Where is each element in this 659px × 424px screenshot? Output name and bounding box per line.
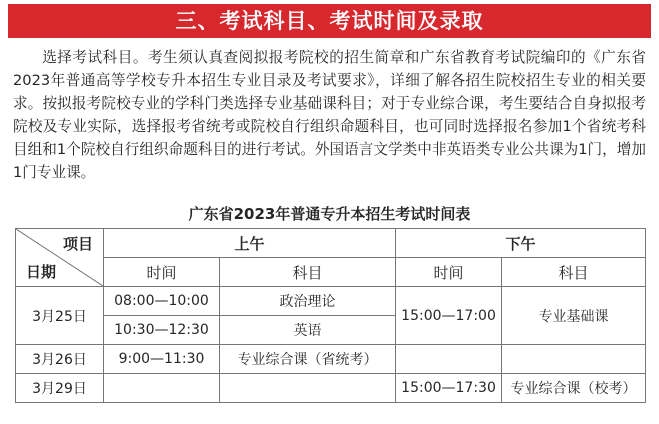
morning-time-header: 时间	[104, 258, 220, 287]
table-row	[16, 374, 646, 403]
subject-cell	[502, 345, 646, 374]
exam-schedule-table	[15, 228, 646, 403]
time-cell: 9:00—11:30	[104, 345, 220, 374]
date-cell: 3月25日	[16, 287, 104, 345]
date-cell: 3月26日	[16, 345, 104, 374]
subject-cell: 英语	[220, 316, 396, 345]
subject-cell: 政治理论	[220, 287, 396, 316]
afternoon-subject-header: 科目	[502, 258, 646, 287]
time-cell	[104, 374, 220, 403]
time-cell	[396, 345, 502, 374]
morning-subject-header: 科目	[220, 258, 396, 287]
table-header-row	[16, 229, 646, 258]
table-title: 广东省2023年普通专升本招生考试时间表	[188, 205, 471, 223]
time-cell: 15:00—17:30	[396, 374, 502, 403]
corner-item-label: 项目	[62, 235, 93, 253]
instruction-paragraph: 选择考试科目。考生须认真查阅拟报考院校的招生简章和广东省教育考试院编印的《广东省2023年普通高等学校专升本招生专业目录及考试要求》，详细了解各招生院校招生专业的相关要求。按拟报考院校专业的学科门类选择专业基础课科目；对于专业综合课，考生要结合自身拟报考院校及专业实际，选择报考省统考或院校自行组织命题科目，也可同时选择报名参加1个省统考科目组和1个院校自行组织命题科目的进行考试。外国语言文学类中非英语类专业公共课为1门，增加1门专业课。	[13, 49, 646, 181]
corner-date-label: 日期	[26, 263, 57, 281]
table-row	[16, 345, 646, 374]
time-cell: 08:00—10:00	[104, 287, 220, 316]
subject-cell: 专业综合课（校考）	[502, 374, 646, 403]
subject-cell: 专业基础课	[502, 287, 646, 345]
subject-cell	[220, 374, 396, 403]
table-subheader-row	[16, 258, 646, 287]
corner-cell	[16, 229, 104, 287]
section-header-band	[8, 4, 651, 38]
date-cell: 3月29日	[16, 374, 104, 403]
section-title: 三、考试科目、考试时间及录取	[175, 9, 484, 33]
time-cell: 15:00—17:00	[396, 287, 502, 345]
afternoon-time-header: 时间	[396, 258, 502, 287]
subject-cell: 专业综合课（省统考）	[220, 345, 396, 374]
afternoon-header: 下午	[396, 229, 646, 258]
time-cell: 10:30—12:30	[104, 316, 220, 345]
morning-header: 上午	[104, 229, 396, 258]
table-row	[16, 287, 646, 316]
